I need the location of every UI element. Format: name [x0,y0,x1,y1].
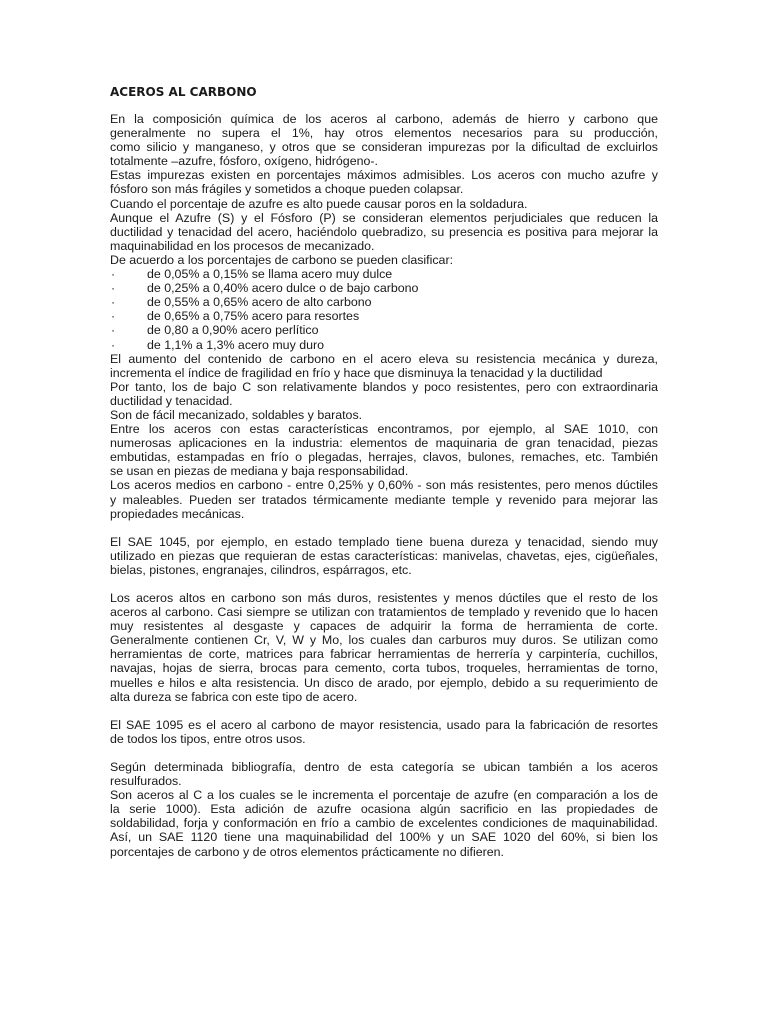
list-item [110,309,658,323]
text-line: soldabilidad, forja y conformación en frío a cambio de excelentes condiciones de maquinabilidad. [110,816,658,831]
text-line: Por tanto, los de bajo C son relativamente blandos y poco resistentes, pero con extraordinaria [110,379,658,394]
bullet-icon: · [111,309,116,324]
list-item-text: de 1,1% a 1,3% acero muy duro [147,337,325,352]
list-item-text: de 0,65% a 0,75% acero para resortes [147,309,360,324]
text-line: fósforo son más frágiles y sometidos a choque pueden colapsar. [110,182,464,197]
text-line: Cuando el porcentaje de azufre es alto puede causar poros en la soldadura. [110,196,528,211]
text-line: herramientas de corte, matrices para fabricar herramientas de herrería y carpintería, cuchillos, [110,647,658,662]
bullet-icon: · [111,337,116,352]
paragraph-sae1045 [110,535,658,577]
text-line: generalmente no supera el 1%, hay otros elementos necesarios para su producción, [110,126,658,141]
text-line: embutidas, estampadas en frío o plegadas, herrajes, clavos, bulones, remaches, etc. También [110,450,658,465]
text-line: Aunque el Azufre (S) y el Fósforo (P) se consideran elementos perjudiciales que reducen la [110,210,658,225]
text-line: Generalmente contienen Cr, V, W y Mo, los cuales dan carburos muy duros. Se utilizan como [110,633,658,648]
text-line: resulfurados. [110,774,182,789]
text-line: aceros al carbono. Casi siempre se utilizan con tratamientos de templado y revenido que lo hacen [110,605,658,620]
paragraph-resulfurized [110,760,658,859]
text-line: incrementa el índice de fragilidad en frío y hace que disminuya la tenacidad y la ductilidad [110,365,603,380]
text-line: de todos los tipos, entre otros usos. [110,731,306,746]
paragraph-spacer [110,746,658,760]
text-line: Según determinada bibliografía, dentro de esta categoría se ubican también a los aceros [110,759,658,774]
classification-list [110,267,658,352]
text-line: maquinabilidad en los procesos de mecanizado. [110,238,375,253]
text-line: Entre los aceros con estas características encontramos, por ejemplo, al SAE 1010, con [110,422,658,437]
paragraph-effects [110,352,658,521]
text-line: la serie 1000). Esta adición de azufre ocasiona algún sacrificio en las propiedades de [110,802,658,817]
paragraph-high-carbon [110,591,658,704]
document-page [110,84,658,859]
list-item-text: de 0,25% a 0,40% acero dulce o de bajo carbono [147,281,419,296]
text-line: ductilidad y tenacidad. [110,393,233,408]
text-line: se usan en piezas de mediana y baja responsabilidad. [110,464,409,479]
text-line: Los aceros medios en carbono - entre 0,25% y 0,60% - son más resistentes, pero menos dúctiles [110,478,658,493]
text-line: ductilidad y tenacidad del acero, haciéndolo quebradizo, su presencia es positiva para mejorar la [110,224,658,239]
paragraph-spacer [110,521,658,535]
text-line: El SAE 1045, por ejemplo, en estado templado tiene buena dureza y tenacidad, siendo muy [110,534,658,549]
text-line: alta dureza se fabrica con este tipo de acero. [110,689,358,704]
text-line: y maleables. Pueden ser tratados térmicamente mediante temple y revenido para mejorar las [110,492,658,507]
text-line: porcentajes de carbono y de otros elementos prácticamente no difieren. [110,844,504,859]
paragraph-spacer [110,704,658,718]
text-line: Son aceros al C a los cuales se le incrementa el porcentaje de azufre (en comparación a los de [110,788,658,803]
bullet-icon: · [111,281,116,296]
bullet-icon: · [111,295,116,310]
bullet-icon: · [111,267,116,282]
text-line: De acuerdo a los porcentajes de carbono se pueden clasificar: [110,252,454,267]
list-item [110,267,658,281]
text-line: propiedades mecánicas. [110,506,245,521]
paragraph-intro [110,112,658,267]
text-line: totalmente –azufre, fósforo, oxígeno, hidrógeno-. [110,154,378,169]
text-line: El aumento del contenido de carbono en el acero eleva su resistencia mecánica y dureza, [110,351,658,366]
text-line: numerosas aplicaciones en la industria: elementos de maquinaria de gran tenacidad, piezas [110,436,658,451]
text-line: bielas, pistones, engranajes, cilindros, espárragos, etc. [110,562,412,577]
list-item [110,281,658,295]
text-line: Los aceros altos en carbono son más duros, resistentes y menos dúctiles que el resto de los [110,591,658,605]
list-item-text: de 0,05% a 0,15% se llama acero muy dulce [147,267,393,282]
text-line: Estas impurezas existen en porcentajes máximos admisibles. Los aceros con mucho azufre y [110,168,658,183]
text-line: Son de fácil mecanizado, soldables y baratos. [110,407,363,422]
bullet-icon: · [111,323,116,338]
list-item-text: de 0,80 a 0,90% acero perlítico [147,323,319,338]
list-item [110,338,658,352]
paragraph-spacer [110,577,658,591]
list-item [110,323,658,337]
document-title: ACEROS AL CARBONO [110,85,257,99]
text-line: navajas, hojas de sierra, brocas para cemento, corta tubos, troqueles, herramientas de torno, [110,661,658,676]
text-line: utilizado en piezas que requieran de estas características: manivelas, chavetas, ejes, cigüeñales, [110,548,658,563]
list-item-text: de 0,55% a 0,65% acero de alto carbono [147,295,372,310]
text-line: El SAE 1095 es el acero al carbono de mayor resistencia, usado para la fabricación de resortes [110,717,658,732]
text-line: En la composición química de los aceros al carbono, además de hierro y carbono que [110,112,658,126]
list-item [110,295,658,309]
text-line: muelles e hilos e alta resistencia. Un disco de arado, por ejemplo, debido a su requerimiento de [110,675,658,690]
text-line: muy resistentes al desgaste y capaces de adquirir la forma de herramienta de corte. [110,619,658,634]
paragraph-sae1095 [110,718,658,746]
text-line: como silicio y manganeso, y otros que se consideran impurezas por la dificultad de excluirlos [110,140,658,155]
text-line: Así, un SAE 1120 tiene una maquinabilidad del 100% y un SAE 1020 del 60%, si bien los [110,830,658,845]
